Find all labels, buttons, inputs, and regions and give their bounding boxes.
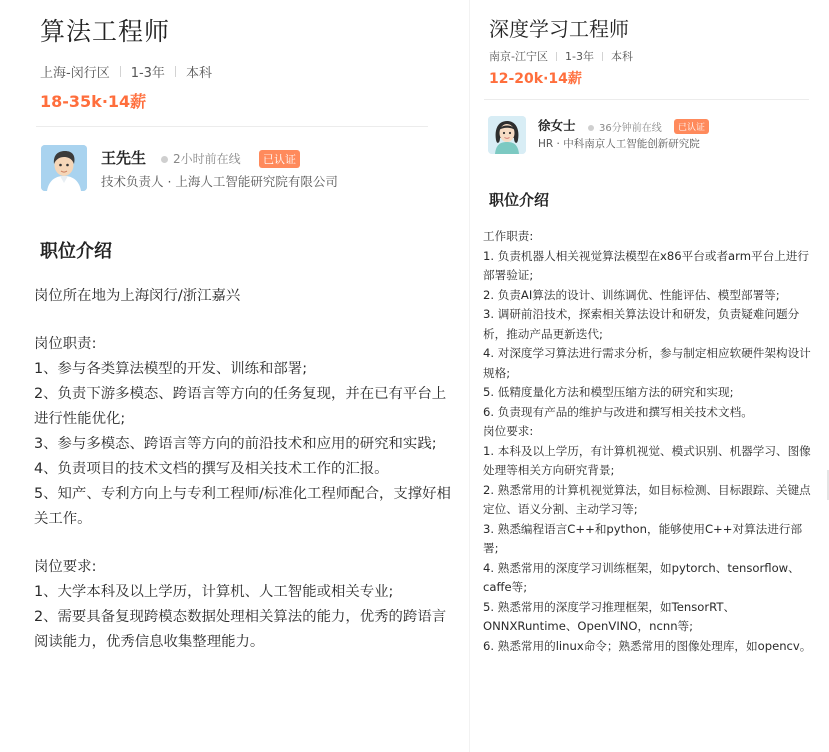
requirement-item: 4. 熟悉常用的深度学习训练框架，如pytorch、tensorflow、caffe等; — [483, 560, 800, 594]
meta-divider — [602, 52, 603, 61]
requirement-item: 2. 熟悉常用的计算机视觉算法，如目标检测、目标跟踪、关键点定位、语义分割、主动学习等; — [483, 482, 811, 516]
divider-line — [484, 99, 809, 100]
duty-item: 4. 对深度学习算法进行需求分析，参与制定相应软硬件架构设计规格; — [483, 346, 811, 380]
verified-badge: 已认证 — [259, 150, 300, 168]
job-title: 深度学习工程师 — [489, 17, 629, 41]
requirements-block — [34, 555, 454, 655]
job-education: 本科 — [610, 50, 633, 63]
duties-heading: 工作职责: — [483, 229, 534, 243]
job-description — [34, 284, 454, 678]
online-status — [588, 119, 662, 134]
divider-line — [36, 126, 428, 127]
requirements-heading: 岗位要求: — [483, 424, 534, 438]
online-status-text: 2小时前在线 — [173, 152, 241, 166]
duties-heading: 岗位职责: — [34, 336, 97, 352]
online-status — [161, 150, 241, 167]
job-education: 本科 — [185, 66, 212, 81]
recruiter-company: 技术负责人 · 上海人工智能研究院有限公司 — [101, 174, 338, 189]
job-meta — [489, 48, 633, 64]
job-salary: 18-35k·14薪 — [40, 92, 147, 111]
section-title: 职位介绍 — [489, 191, 550, 209]
requirement-item: 1、大学本科及以上学历，计算机、人工智能或相关专业; — [34, 584, 394, 600]
duty-item: 2. 负责AI算法的设计、训练调优、性能评估、模型部署等; — [483, 287, 780, 302]
section-title: 职位介绍 — [40, 241, 112, 262]
requirement-item: 1. 本科及以上学历，有计算机视觉、模式识别、机器学习、图像处理等相关方向研究背景; — [483, 443, 811, 477]
duty-item: 5. 低精度量化方法和模型压缩方法的研究和实现; — [483, 385, 734, 399]
recruiter-company: HR · 中科南京人工智能创新研究院 — [538, 138, 700, 150]
recruiter-avatar[interactable] — [41, 145, 87, 191]
recruiter-avatar[interactable] — [488, 116, 526, 154]
duty-item: 4、负责项目的技术文档的撰写及相关技术工作的汇报。 — [34, 461, 389, 477]
job-meta — [40, 62, 212, 81]
duty-item: 3、参与多模态、跨语言等方向的前沿技术和应用的研究和实践; — [34, 436, 437, 452]
meta-divider — [120, 66, 121, 77]
job-salary: 12-20k·14薪 — [489, 71, 582, 87]
requirement-item: 5. 熟悉常用的深度学习推理框架，如TensorRT、ONNXRuntime、OpenVINO，ncnn等; — [483, 599, 736, 633]
online-status-text: 36分钟前在线 — [599, 123, 662, 134]
duty-item: 1、参与各类算法模型的开发、训练和部署; — [34, 361, 308, 377]
requirement-item: 2、需要具备复现跨模态数据处理相关算法的能力，优秀的跨语言阅读能力，优秀信息收集整理能力。 — [34, 609, 447, 650]
job-experience: 1-3年 — [564, 50, 594, 63]
job-description — [483, 227, 813, 656]
duties-block — [34, 332, 454, 532]
duty-item: 5、知产、专利方向上与专利工程师/标准化工程师配合，支撑好相关工作。 — [34, 486, 451, 527]
job-location: 南京-江宁区 — [489, 50, 548, 63]
job-location: 上海-闵行区 — [40, 66, 110, 81]
status-dot-icon — [161, 156, 168, 163]
job-title: 算法工程师 — [40, 17, 171, 46]
requirement-item: 3. 熟悉编程语言C++和python，能够使用C++对算法进行部署; — [483, 521, 803, 555]
job-card-right — [470, 0, 829, 752]
duty-item: 6. 负责现有产品的维护与改进和撰写相关技术文档。 — [483, 404, 753, 419]
requirement-item: 6. 熟悉常用的linux命令；熟悉常用的图像处理库，如opencv。 — [483, 638, 812, 653]
duty-item: 2、负责下游多模态、跨语言等方向的任务复现，并在已有平台上进行性能优化; — [34, 386, 447, 427]
meta-divider — [175, 66, 176, 77]
duty-item: 3. 调研前沿技术，探索相关算法设计和研发，负责疑难问题分析，推动产品更新迭代; — [483, 307, 800, 341]
location-note: 岗位所在地为上海闵行/浙江嘉兴 — [34, 288, 241, 304]
requirements-heading: 岗位要求: — [34, 559, 97, 575]
recruiter-name: 徐女士 — [538, 118, 576, 133]
duty-item: 1. 负责机器人相关视觉算法模型在x86平台或者arm平台上进行部署验证; — [483, 248, 809, 282]
meta-divider — [556, 52, 557, 61]
job-experience: 1-3年 — [130, 66, 165, 81]
male-avatar-icon — [41, 145, 87, 191]
female-avatar-icon — [488, 116, 526, 154]
verified-badge: 已认证 — [674, 119, 709, 134]
status-dot-icon — [588, 125, 594, 131]
recruiter-name: 王先生 — [101, 149, 147, 167]
